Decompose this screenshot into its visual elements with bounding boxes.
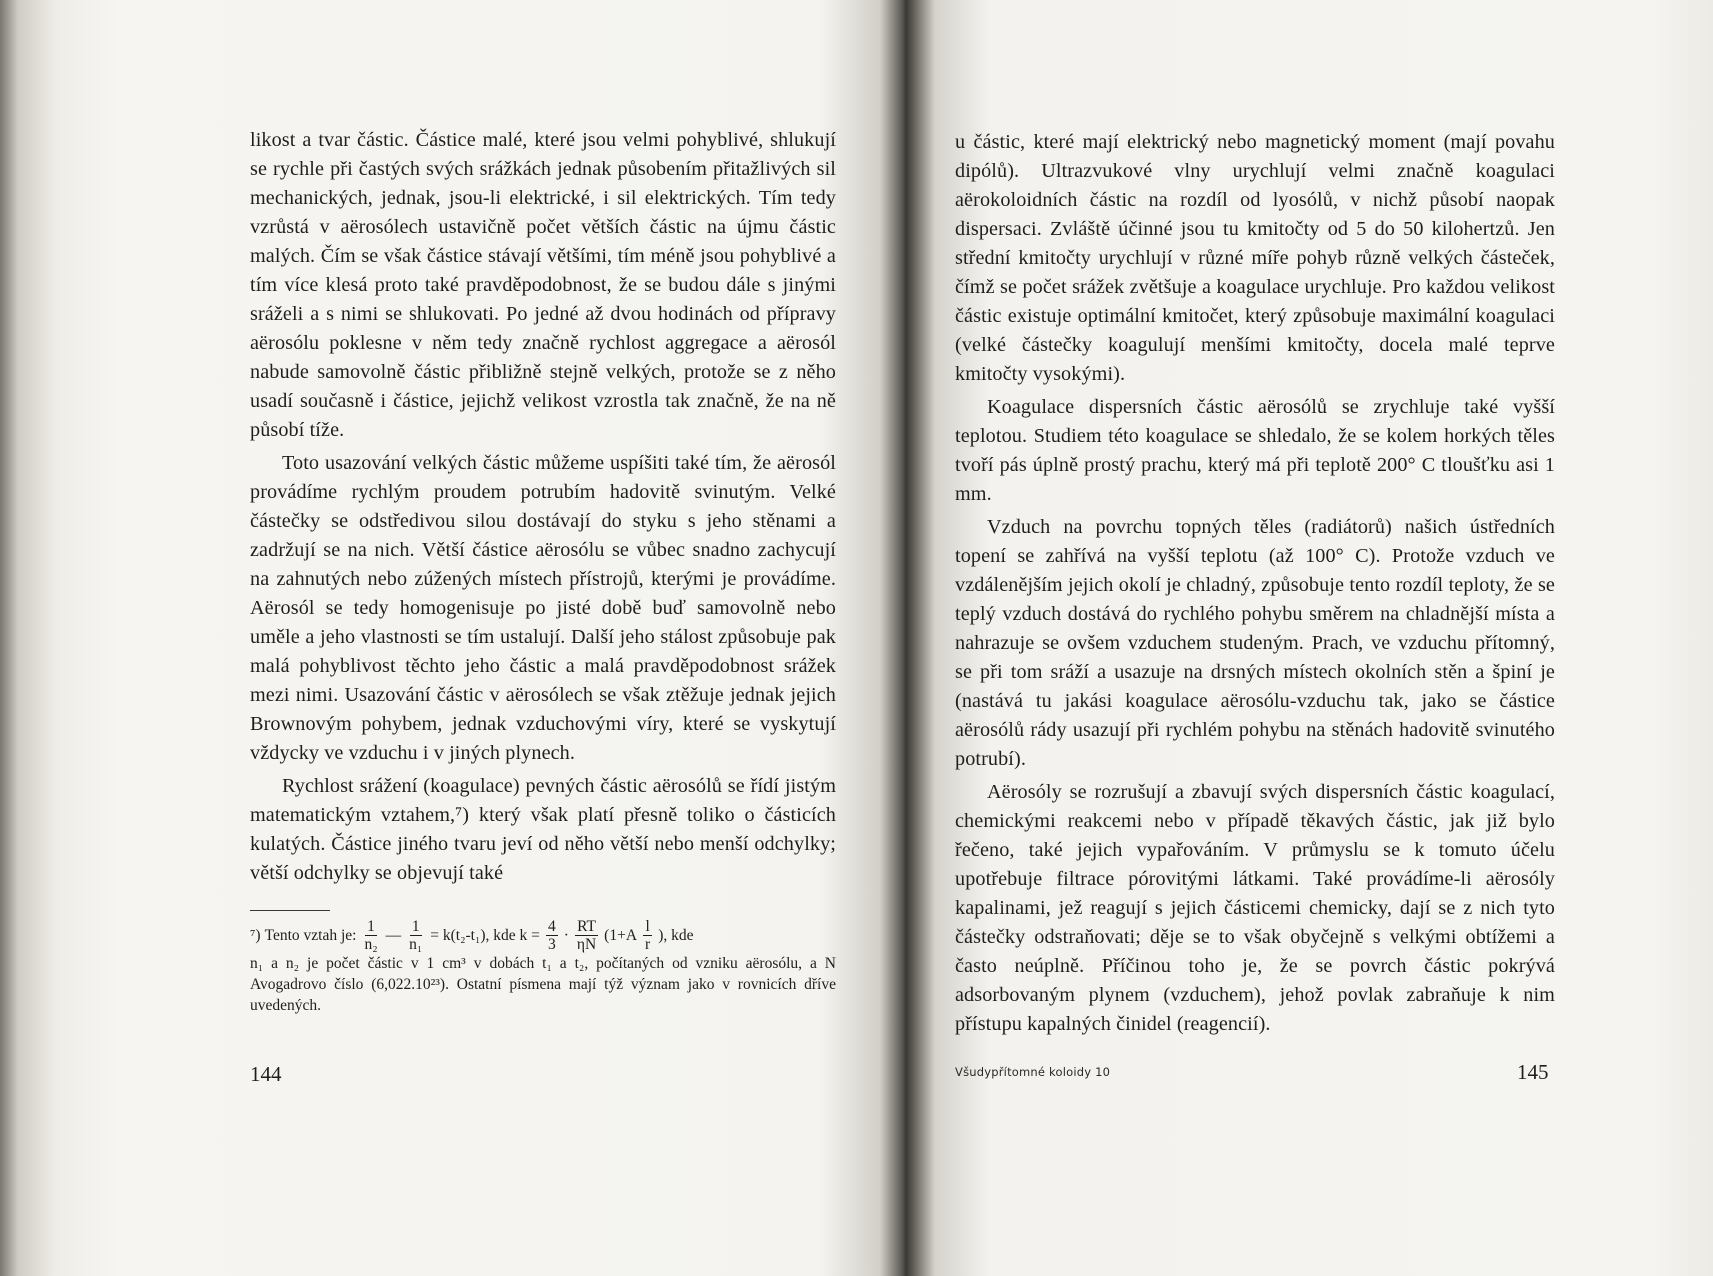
footnote-rule bbox=[250, 910, 330, 911]
footnote bbox=[250, 918, 836, 1016]
page-number-left: 144 bbox=[250, 1062, 282, 1086]
footnote-marker: ⁷) bbox=[250, 927, 261, 944]
right-paragraph-4: Aërosóly se rozrušují a zbavují svých dispersních částic koagulací, chemickými reakcemi nebo v případě těkavých částic, jak již bylo řečeno, také jejich vypařováním. V průmyslu se k tomuto účelu upotřebuje filtrace pórovitými látkami. Také provádíme-li aërosóly kapalinami, jež reagují s jejich částicemi chemicky, dají se z nich tyto částečky odstraňovati; děje se to však obyčejně s velkými obtížemi a často neúplně. Příčinou toho je, že se povrch částic pokrývá adsorbovaným plynem (vzduchem), jehož povlak zabraňuje k nim přístupu kapalných činidel (reagencií). bbox=[955, 781, 1555, 1035]
fraction-1-over-n2: $\frac{1}{\text{n₂}}$ bbox=[364, 918, 378, 953]
formula-minus: — bbox=[385, 927, 402, 944]
right-text-block bbox=[955, 128, 1555, 1039]
footnote-formula bbox=[250, 918, 836, 953]
right-paragraph-2: Koagulace dispersních částic aërosólů se zrychluje také vyšší teplotou. Studiem této koagulace se shledalo, že se kolem horkých těles tvoří pás úplně prostý prachu, který má při teplotě 200° C tloušťku asi 1 mm. bbox=[955, 396, 1555, 505]
formula-dot: · bbox=[563, 927, 569, 944]
formula-open: (1+A bbox=[604, 927, 638, 944]
right-page bbox=[910, 0, 1713, 1276]
left-paragraph-2: Toto usazování velkých částic můžeme uspíšiti také tím, že aërosól provádíme rychlým proudem potrubím hadovitě svinutým. Velké částečky se odstředivou silou dostávají do styku s jeho stěnami a zadržují se na nich. Větší částice aërosólu se vůbec snadno zachycují na zahnutých nebo zúžených místech přístrojů, kterými je provádíme. Aërosól se tedy homogenisuje po jisté době buď samovolně nebo uměle a jeho vlastnosti se tím ustalují. Další jeho stálost způsobuje pak malá pohyblivost těchto jeho částic a malá pravděpodobnost srážek mezi nimi. Usazování částic v aërosólech se však ztěžuje jednak jejich Brownovým pohybem, jednak vzduchovými víry, které se vyskytují vždycky ve vzduchu i v jiných plynech. bbox=[250, 452, 836, 764]
right-paragraph-3: Vzduch na povrchu topných těles (radiátorů) našich ústředních topení se zahřívá na vyšší teplotu (až 100° C). Protože vzduch ve vzdálenějším jejich okolí je chladný, způsobuje tento rozdíl teploty, že se teplý vzduch dostává do rychlého pohybu směrem na chladnější místa a nahrazuje se ovšem vzduchem studeným. Prach, ve vzduchu přítomný, se při tom sráží a usazuje na drsných místech okolních stěn a špiní je (nastává tu jakási koagulace aërosólu-vzduchu tak, jako se částice aërosólů rády usazují při rychlém pohybu na stěnách hadovitě svinutého potrubí). bbox=[955, 516, 1555, 770]
formula-close: ), kde bbox=[658, 927, 694, 944]
left-text-block bbox=[250, 126, 836, 888]
left-paragraph-3: Rychlost srážení (koagulace) pevných částic aërosólů se řídí jistým matematickým vztahem,⁷) který však platí přesně toliko o částicích kulatých. Částice jiného tvaru jeví od něho větší nebo menší odchylky; větší odchylky se objevují také bbox=[250, 775, 836, 884]
formula-middle: = k(t₂-t₁), kde k = bbox=[430, 927, 540, 944]
fraction-1-over-n1: $\frac{1}{\text{n₁}}$ bbox=[409, 918, 423, 953]
signature-mark: Všudypřítomné koloidy 10 bbox=[955, 1065, 1111, 1079]
page-number-right: 145 bbox=[1517, 1060, 1549, 1084]
footnote-lead: Tento vztah je: bbox=[264, 927, 357, 944]
footnote-text: n₁ a n₂ je počet částic v 1 cm³ v dobách t₁ a t₂, počítaných od vzniku aërosólu, a N Avogadrovo číslo (6,022.10²³). Ostatní písmena mají týž význam jako v rovnicích dříve uvedených. bbox=[250, 955, 836, 1014]
left-paragraph-1: likost a tvar částic. Částice malé, které jsou velmi pohyblivé, shlukují se rychle při častých svých srážkách jednak působením přitažlivých sil mechanických, jednak, jsou-li elektrické, i sil elektrických. Tím tedy vzrůstá v aërosólech ustavičně počet větších částic na újmu částic malých. Čím se však částice stávají většími, tím méně jsou pohyblivé a tím více klesá proto také pravděpodobnost, že se budou dále s jinými sráželi a s nimi se shlukovati. Po jedné až dvou hodinách od přípravy aërosólu poklesne v něm tedy značně rychlost aggregace a aërosól nabude samovolně částic přibližně stejně velkých, protože se z něho usadí současně i částice, jejichž velikost vzrostla tak značně, že na ně působí tíže. bbox=[250, 129, 836, 441]
fraction-l-over-r: $\frac{l}{r}$ bbox=[645, 918, 651, 953]
fraction-4-over-3: $\frac{4}{3}$ bbox=[547, 918, 556, 953]
fraction-rt-over-etan: $\frac{RT}{\eta N}$ bbox=[576, 918, 597, 953]
right-paragraph-1: u částic, které mají elektrický nebo magnetický moment (mají povahu dipólů). Ultrazvukové vlny urychlují velmi značně koagulaci aërokoloidních částic na rozdíl od lyosólů, v nichž působí naopak dispersaci. Zvláště účinné jsou tu kmitočty od 5 do 50 kilohertzů. Jen střední kmitočty urychlují v různé míře pohyb různě velkých částeček, čímž se počet srážek zvětšuje a koagulace urychluje. Pro každou velikost částic existuje optimální kmitočet, který způsobuje maximální koagulaci (velké částečky koagulují menšími kmitočty, docela malé teprve kmitočty vysokými). bbox=[955, 131, 1555, 385]
